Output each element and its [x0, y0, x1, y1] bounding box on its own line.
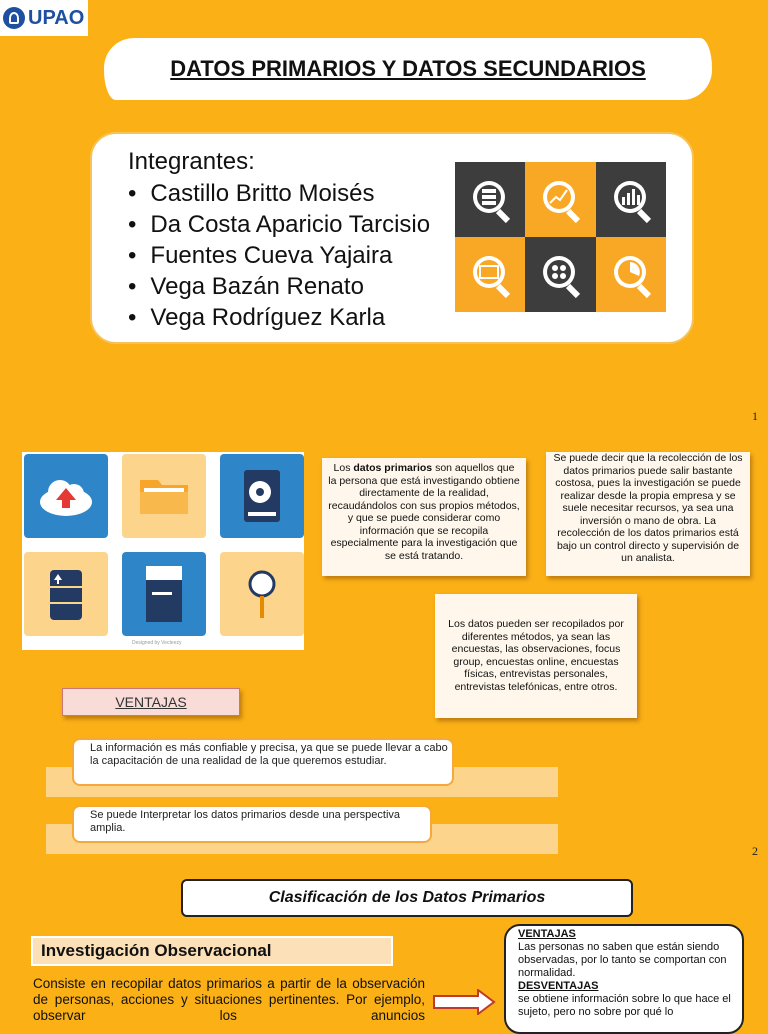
grid-magnifier-icon: [525, 237, 595, 312]
advantage-item: La información es más confiable y precisa, ya que se puede llevar a cabo la capacitación de una realidad de la que queremos estudiar.: [72, 738, 454, 786]
bar-chart-magnifier-icon: [596, 162, 666, 237]
page-title: DATOS PRIMARIOS Y DATOS SECUNDARIOS: [170, 56, 646, 81]
member-item: • Fuentes Cueva Yajaira: [128, 240, 430, 271]
storage-icons-panel: [22, 452, 304, 650]
member-item: • Vega Rodríguez Karla: [128, 302, 430, 333]
upao-logo: [0, 0, 88, 36]
methods-text: Los datos pueden ser recopilados por diferentes métodos, ya sean las encuestas, las observaciones, focus group, encuestas online, encuestas físicas, entrevistas personales, entrevistas telefónicas, entre otros.: [448, 618, 624, 693]
cost-card: [546, 452, 750, 576]
folder-icon: [122, 454, 206, 538]
definition-term: datos primarios: [353, 462, 433, 474]
pie-chart-magnifier-icon: [596, 237, 666, 312]
observational-text: Consiste en recopilar datos primarios a partir de la observación de personas, acciones y situaciones pertinentes. Por ejemplo, observar los anuncios: [33, 976, 425, 1023]
methods-card: [435, 594, 637, 718]
page-number: 2: [752, 844, 758, 858]
server-upload-icon: [24, 552, 108, 636]
database-magnifier-icon: [455, 162, 525, 237]
members-list: [128, 178, 430, 333]
member-item: • Castillo Britto Moisés: [128, 178, 430, 209]
member-item: • Vega Bazán Renato: [128, 271, 430, 302]
side-ventajas-text: Las personas no saben que están siendo observadas, por lo tanto se comportan con normalidad.: [518, 941, 727, 979]
classification-title: Clasificación de los Datos Primarios: [181, 879, 633, 917]
image-credit: Designed by Vecteezy: [132, 640, 182, 646]
ventajas-label: VENTAJAS: [62, 688, 240, 716]
observational-pros-cons-box: [504, 924, 744, 1034]
hard-drive-icon: [220, 454, 304, 538]
definition-prefix: Los: [333, 462, 354, 474]
right-arrow-icon: [432, 989, 496, 1015]
data-icons-grid: [455, 162, 666, 312]
logo-text: UPAO: [28, 6, 85, 29]
search-icon: [220, 552, 304, 636]
observational-heading: Investigación Observacional: [31, 936, 393, 966]
upao-emblem-icon: [3, 7, 25, 29]
definition-text: son aquellos que la persona que está investigando obtiene directamente de la realidad, recaudándolos con sus propios métodos, y que se puede considerar como información que se recopila especialmente para la investigación que se está tratando.: [328, 462, 520, 562]
document-icon: [122, 552, 206, 636]
definition-card: [322, 458, 526, 576]
cost-text: Se puede decir que la recolección de los datos primarios puede salir bastante costosa, pues la investigación se puede realizar desde la propia empresa y se suele necesitar recursos, ya sea una inversión o mano de obra. La recolección de los datos primarios está bajo un control directo y supervisión de un analista.: [553, 452, 743, 564]
flow-magnifier-icon: [455, 237, 525, 312]
member-item: • Da Costa Aparicio Tarcisio: [128, 209, 430, 240]
side-desventajas-text: se obtiene información sobre lo que hace el sujeto, pero no sobre por qué lo: [518, 993, 731, 1018]
cloud-upload-icon: [24, 454, 108, 538]
side-desventajas-label: DESVENTAJAS: [518, 980, 599, 992]
page-number: 1: [752, 409, 758, 423]
side-ventajas-label: VENTAJAS: [518, 928, 576, 940]
advantage-item: Se puede Interpretar los datos primarios desde una perspectiva amplia.: [72, 805, 432, 843]
line-chart-magnifier-icon: [525, 162, 595, 237]
title-banner: [104, 38, 712, 100]
members-heading: Integrantes:: [128, 148, 255, 175]
